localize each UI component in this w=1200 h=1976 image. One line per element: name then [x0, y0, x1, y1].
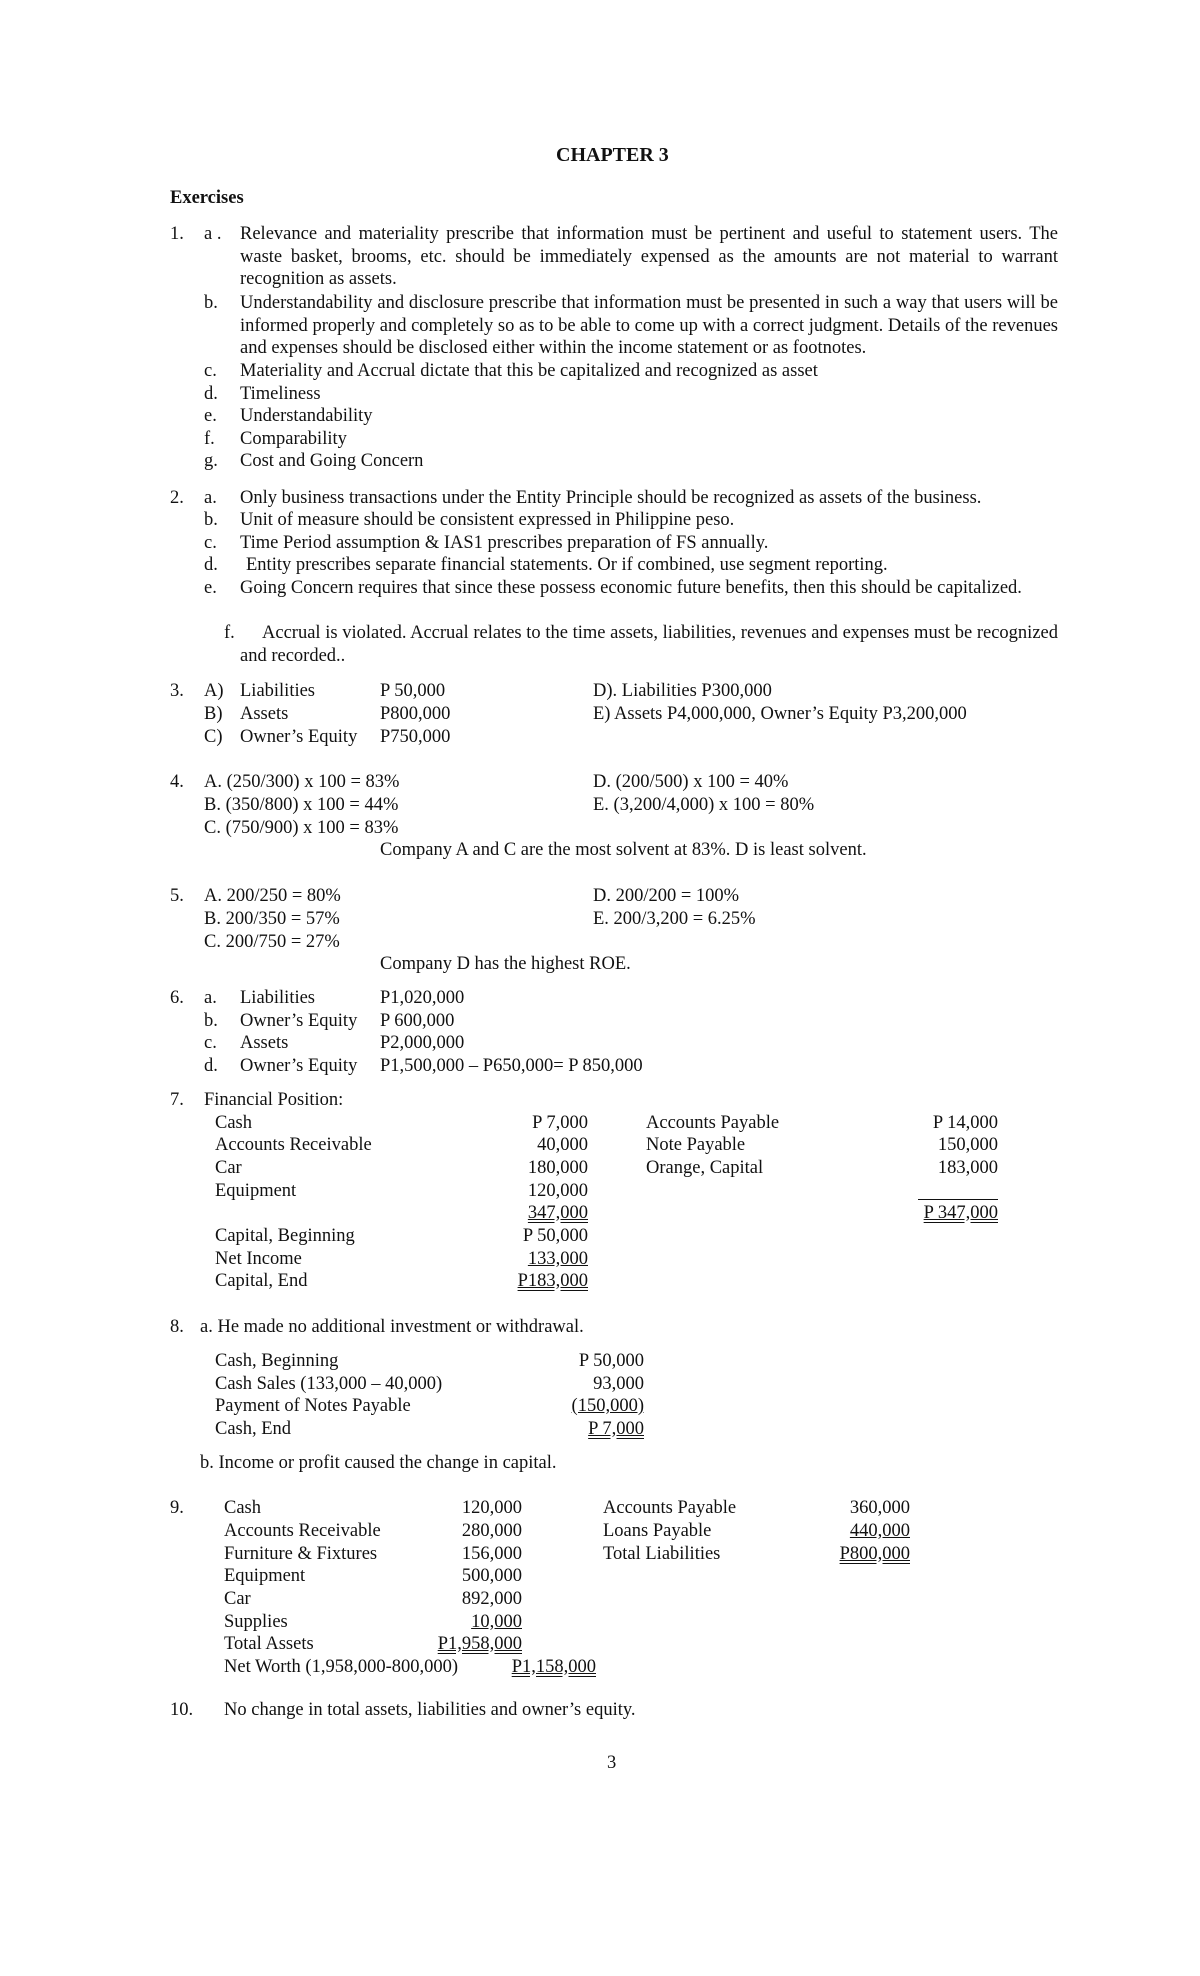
- q5-a: A. 200/250 = 80%: [204, 886, 341, 906]
- q9-total-assets: [416, 1633, 522, 1656]
- q9-left-value: 10,000: [471, 1612, 522, 1632]
- q5-b: B. 200/350 = 57%: [204, 909, 340, 929]
- q9-total-liabilities: [810, 1543, 910, 1566]
- q2-a-label: a.: [204, 488, 217, 508]
- q3-a-item: Liabilities: [240, 681, 316, 701]
- q7-right-rule: [918, 1199, 998, 1200]
- q2-f-text: Accrual is violated. Accrual relates to the time assets, liabilities, revenues and expenses must be recognized and recorded..: [240, 623, 1058, 666]
- page-title: CHAPTER 3: [556, 144, 669, 166]
- q8-b: b. Income or profit caused the change in capital.: [200, 1453, 557, 1473]
- q1-b-label: b.: [204, 293, 218, 313]
- q7-left-item: Car: [215, 1158, 242, 1178]
- q9-left-value-wrap: [416, 1611, 522, 1634]
- q4-c: C. (750/900) x 100 = 83%: [204, 818, 399, 838]
- q4-number: 4.: [170, 772, 184, 792]
- q5-note: Company D has the highest ROE.: [380, 954, 631, 974]
- q7-cap-item: Capital, Beginning: [215, 1226, 355, 1246]
- q8-item: Payment of Notes Payable: [215, 1396, 411, 1416]
- q9-left-item: Cash: [224, 1498, 261, 1518]
- q6-b-item: Owner’s Equity: [240, 1011, 358, 1031]
- q9-total-assets-value: P1,958,000: [437, 1634, 522, 1654]
- q8-item: Cash, End: [215, 1419, 292, 1439]
- q3-a-value: P 50,000: [380, 681, 446, 701]
- q8-a: a. He made no additional investment or withdrawal.: [200, 1317, 584, 1337]
- q2-c-text: Time Period assumption & IAS1 prescribes preparation of FS annually.: [240, 533, 769, 553]
- q3-d-line: D). Liabilities P300,000: [593, 681, 772, 701]
- q9-net-worth: [480, 1656, 596, 1679]
- q2-f-label: f.: [224, 623, 235, 643]
- q9-right-item: Total Liabilities: [603, 1544, 721, 1564]
- q1-a-text: Relevance and materiality prescribe that information must be pertinent and useful to statement users. The waste basket, brooms, etc. should be immediately expensed as the amounts are not material to warrant recognition as assets.: [240, 224, 1058, 289]
- q2-e-text: Going Concern requires that since these possess economic future benefits, then this should be capitalized.: [240, 578, 1022, 598]
- q7-cap-value: P 50,000: [522, 1226, 588, 1246]
- q6-c-value: P2,000,000: [380, 1033, 465, 1053]
- q7-right-total-value: P 347,000: [923, 1203, 998, 1223]
- q1-f-text: Comparability: [240, 429, 347, 449]
- q1-g-label: g.: [204, 451, 218, 471]
- q3-b-label: B): [204, 704, 223, 724]
- q4-e: E. (3,200/4,000) x 100 = 80%: [593, 795, 815, 815]
- q6-d-item: Owner’s Equity: [240, 1056, 358, 1076]
- q10-number: 10.: [170, 1700, 194, 1720]
- q9-right-item: Accounts Payable: [603, 1498, 737, 1518]
- q6-a-label: a.: [204, 988, 217, 1008]
- q7-right-item: Accounts Payable: [646, 1113, 780, 1133]
- q2-c-label: c.: [204, 533, 217, 553]
- q9-right-value: 360,000: [849, 1498, 910, 1518]
- q6-d-value: P1,500,000 – P650,000= P 850,000: [380, 1056, 643, 1076]
- q9-left-value: 156,000: [461, 1544, 522, 1564]
- q3-e-line: E) Assets P4,000,000, Owner’s Equity P3,200,000: [593, 704, 967, 724]
- q3-c-label: C): [204, 727, 223, 747]
- q7-right-item: Orange, Capital: [646, 1158, 764, 1178]
- q7-right-value: 183,000: [937, 1158, 998, 1178]
- q1-c-label: c.: [204, 361, 217, 381]
- q9-left-value: 892,000: [461, 1589, 522, 1609]
- q6-a-value: P1,020,000: [380, 988, 465, 1008]
- q7-left-value: 40,000: [537, 1135, 588, 1155]
- q7-left-value: P 7,000: [532, 1113, 588, 1133]
- q1-b-text: Understandability and disclosure prescribe that information must be presented in such a way that users will be informed properly and completely so as to be able to come up with a correct judgment. Details of the revenues and expenses should be disclosed either within the income statement or as footnotes.: [240, 293, 1058, 358]
- q3-c-value: P750,000: [380, 727, 451, 747]
- q9-left-value: 120,000: [461, 1498, 522, 1518]
- q3-b-item: Assets: [240, 704, 289, 724]
- q7-cap-value-wrap: [488, 1248, 588, 1271]
- q3-b-value: P800,000: [380, 704, 451, 724]
- q9-left-item: Car: [224, 1589, 251, 1609]
- q4-note: Company A and C are the most solvent at 83%. D is least solvent.: [380, 840, 867, 860]
- q7-left-item: Cash: [215, 1113, 252, 1133]
- q6-b-value: P 600,000: [380, 1011, 455, 1031]
- q7-left-total-value: 347,000: [527, 1203, 588, 1223]
- q9-left-value: 280,000: [461, 1521, 522, 1541]
- q7-right-total: [880, 1202, 998, 1225]
- q7-heading: Financial Position:: [204, 1090, 344, 1110]
- q7-left-item: Equipment: [215, 1181, 297, 1201]
- q7-number: 7.: [170, 1090, 184, 1110]
- q9-left-value: 500,000: [461, 1566, 522, 1586]
- q8-value: P 50,000: [578, 1351, 644, 1371]
- q9-left-item: Furniture & Fixtures: [224, 1544, 378, 1564]
- q6-a-item: Liabilities: [240, 988, 316, 1008]
- q1-number: 1.: [170, 224, 184, 244]
- q7-right-value: 150,000: [937, 1135, 998, 1155]
- q9-right-item: Loans Payable: [603, 1521, 712, 1541]
- q1-d-text: Timeliness: [240, 384, 321, 404]
- q9-right-value-wrap: [810, 1520, 910, 1543]
- q2-d-label: d.: [204, 555, 218, 575]
- q7-left-total: [488, 1202, 588, 1225]
- q2-b-text: Unit of measure should be consistent expressed in Philippine peso.: [240, 510, 735, 530]
- q8-value-wrap: [540, 1395, 644, 1418]
- q9-right-value: 440,000: [849, 1521, 910, 1541]
- q7-cap-item: Capital, End: [215, 1271, 308, 1291]
- q9-net-worth-value: P1,158,000: [511, 1657, 596, 1677]
- section-heading: Exercises: [170, 188, 244, 208]
- q1-e-label: e.: [204, 406, 217, 426]
- q6-b-label: b.: [204, 1011, 218, 1031]
- q6-d-label: d.: [204, 1056, 218, 1076]
- q9-net-worth-label: Net Worth (1,958,000-800,000): [224, 1657, 459, 1677]
- q8-value: (150,000): [571, 1396, 644, 1416]
- q5-d: D. 200/200 = 100%: [593, 886, 740, 906]
- q5-number: 5.: [170, 886, 184, 906]
- q5-e: E. 200/3,200 = 6.25%: [593, 909, 756, 929]
- q4-a: A. (250/300) x 100 = 83%: [204, 772, 400, 792]
- q9-left-item: Equipment: [224, 1566, 306, 1586]
- q3-number: 3.: [170, 681, 184, 701]
- page-number: 3: [607, 1753, 617, 1773]
- q2-e-label: e.: [204, 578, 217, 598]
- q9-left-item: Accounts Receivable: [224, 1521, 381, 1541]
- q7-cap-end-value: P183,000: [517, 1271, 588, 1291]
- q10-text: No change in total assets, liabilities and owner’s equity.: [224, 1700, 636, 1720]
- q7-cap-value: 133,000: [527, 1249, 588, 1269]
- q9-number: 9.: [170, 1498, 184, 1518]
- q8-value: 93,000: [593, 1374, 644, 1394]
- q7-cap-end: [488, 1270, 588, 1293]
- q1-g-text: Cost and Going Concern: [240, 451, 424, 471]
- q6-c-label: c.: [204, 1033, 217, 1053]
- q4-d: D. (200/500) x 100 = 40%: [593, 772, 789, 792]
- q7-right-value: P 14,000: [932, 1113, 998, 1133]
- q9-left-item: Supplies: [224, 1612, 288, 1632]
- q8-item: Cash, Beginning: [215, 1351, 339, 1371]
- q6-number: 6.: [170, 988, 184, 1008]
- q2-d-text: Entity prescribes separate financial statements. Or if combined, use segment reporting.: [246, 555, 888, 575]
- q7-left-item: Accounts Receivable: [215, 1135, 372, 1155]
- q8-number: 8.: [170, 1317, 184, 1337]
- q7-right-item: Note Payable: [646, 1135, 746, 1155]
- q7-cap-item: Net Income: [215, 1249, 302, 1269]
- q2-number: 2.: [170, 488, 184, 508]
- q7-left-value: 120,000: [527, 1181, 588, 1201]
- q5-c: C. 200/750 = 27%: [204, 932, 340, 952]
- q1-e-text: Understandability: [240, 406, 373, 426]
- q8-cash-end-value: P 7,000: [588, 1419, 644, 1439]
- q1-c-text: Materiality and Accrual dictate that this be capitalized and recognized as asset: [240, 361, 818, 381]
- q1-f-label: f.: [204, 429, 215, 449]
- q3-a-label: A): [204, 681, 224, 701]
- q9-total-liabilities-value: P800,000: [839, 1544, 910, 1564]
- q1-a-label: a .: [204, 224, 222, 244]
- q7-left-value: 180,000: [527, 1158, 588, 1178]
- q1-d-label: d.: [204, 384, 218, 404]
- q4-b: B. (350/800) x 100 = 44%: [204, 795, 399, 815]
- q9-left-item: Total Assets: [224, 1634, 314, 1654]
- q6-c-item: Assets: [240, 1033, 289, 1053]
- q3-c-item: Owner’s Equity: [240, 727, 358, 747]
- q8-item: Cash Sales (133,000 – 40,000): [215, 1374, 443, 1394]
- q8-cash-end: [540, 1418, 644, 1441]
- q2-b-label: b.: [204, 510, 218, 530]
- q2-a-text: Only business transactions under the Entity Principle should be recognized as assets of the business.: [240, 488, 982, 508]
